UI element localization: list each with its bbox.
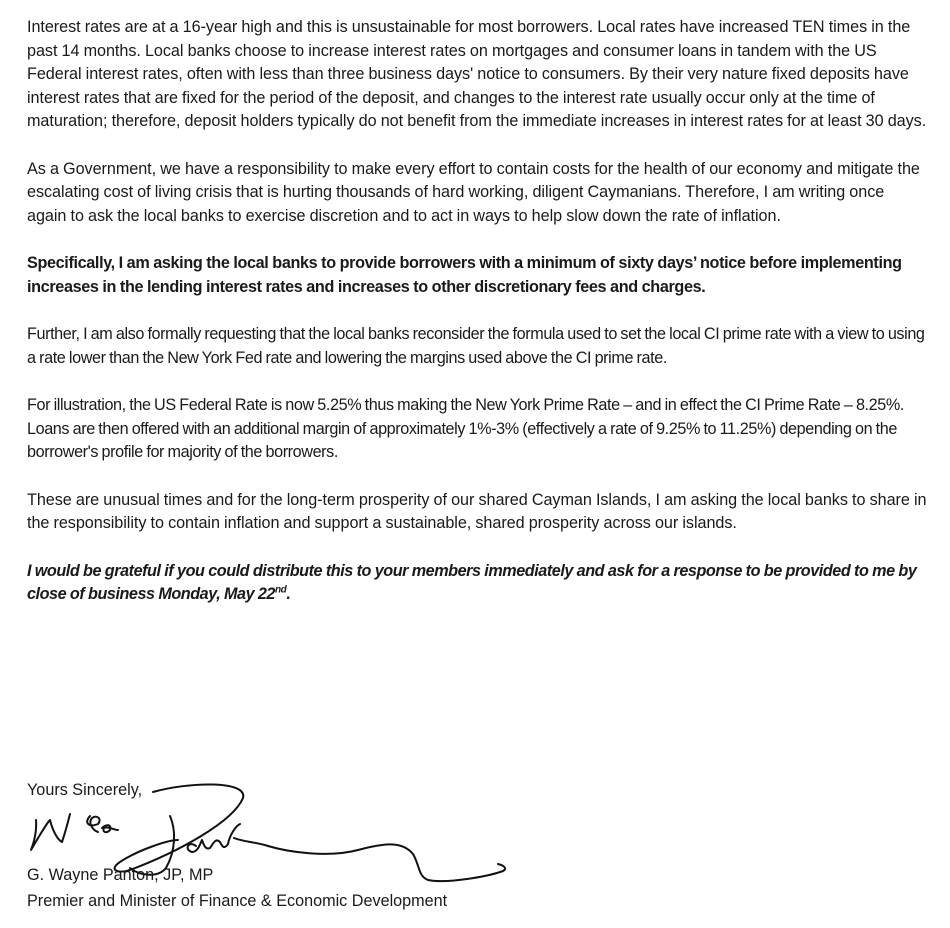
paragraph-notice-request: Specifically, I am asking the local banks to provide borrowers with a minimum of sixty days’ notice before implementing increases in the lending interest rates and increases to other discretionary fees and charges. — [27, 254, 902, 296]
paragraph-response-request — [27, 560, 927, 607]
signature-stroke-ye — [87, 816, 118, 832]
response-request-end: . — [286, 585, 291, 603]
signature-stroke-loop — [115, 784, 244, 871]
paragraph-prime-rate-formula: Further, I am also formally requesting that the local banks reconsider the formula used to set the local CI prime rate with a view to using a rate lower than the New York Fed rate and lowering the margins used above the CI prime rate. — [27, 325, 925, 367]
letter-body — [27, 16, 927, 631]
paragraph-shared-prosperity: These are unusual times and for the long-term prosperity of our shared Cayman Islands, I am asking the local banks to share in the responsibility to contain inflation and support a sustainable, shared prosperity across our islands. — [27, 490, 927, 532]
paragraph-government-responsibility: As a Government, we have a responsibility to make every effort to contain costs for the health of our economy and mitigate the escalating cost of living crisis that is hurting thousands of hard working, diligent Caymanians. Therefore, I am writing once again to ask the local banks to exercise discretion and to act in ways to help slow down the rate of inflation. — [27, 159, 920, 225]
paragraph-rate-illustration: For illustration, the US Federal Rate is now 5.25% thus making the New York Prime Rate – and in effect the CI Prime Rate – 8.25%. Loans are then offered with an additional margin of approximately 1%-3% (effectively a rate of 9.25% to 11.25%) depending on the borrower's profile for majority of the borrowers. — [27, 396, 904, 461]
paragraph-interest-rates: Interest rates are at a 16-year high and this is unsustainable for most borrowers. Local rates have increased TEN times in the past 14 months. Local banks choose to increase interest rates on mortgages and consumer loans in tandem with the US Federal interest rates, often with less than three business days' notice to consumers. By their very nature fixed deposits have interest rates that are fixed for the period of the deposit, and changes to the interest rate usually occur only at the time of maturation; therefore, deposit holders typically do not benefit from the immediate increases in interest rates for at least 30 days. — [27, 18, 927, 130]
date-ordinal-suffix: nd — [274, 584, 287, 596]
response-request-text: I would be grateful if you could distribute this to your members immediately and ask for a response to be provided to me by close of business Monday, May 22 — [27, 561, 917, 603]
closing-salutation: Yours Sincerely, — [27, 781, 143, 799]
signature-stroke-w — [31, 814, 70, 850]
signature-stroke-tail — [268, 844, 505, 881]
signer-title: Premier and Minister of Finance & Economic Development — [27, 892, 448, 910]
signer-name: G. Wayne Panton, JP, MP — [27, 866, 214, 884]
